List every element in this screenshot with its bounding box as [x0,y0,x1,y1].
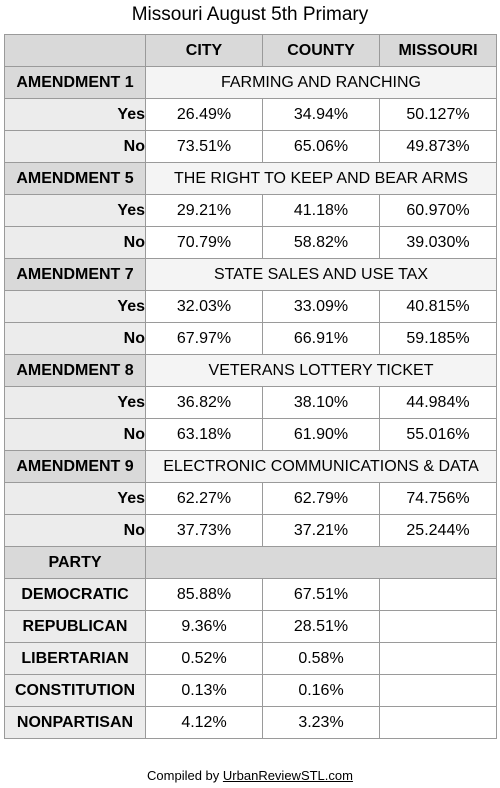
table-row [5,99,497,131]
table-row [5,291,497,323]
amendment-name: AMENDMENT 7 [5,259,146,291]
city-value: 70.79% [146,227,263,259]
column-header-city: CITY [146,35,263,67]
city-value: 26.49% [146,99,263,131]
footer-prefix: Compiled by [147,768,223,783]
source-link[interactable]: UrbanReviewSTL.com [222,768,353,783]
page-title: Missouri August 5th Primary [131,4,369,25]
table-row [5,611,497,643]
missouri-value: 59.185% [380,323,497,355]
vote-label: Yes [5,99,146,131]
table-row [5,323,497,355]
city-value: 9.36% [146,611,263,643]
party-label: REPUBLICAN [5,611,146,643]
table-row [5,227,497,259]
amendment-description: VETERANS LOTTERY TICKET [146,355,497,387]
amendment-name: AMENDMENT 8 [5,355,146,387]
vote-label: No [5,515,146,547]
party-label: LIBERTARIAN [5,643,146,675]
vote-label: Yes [5,291,146,323]
party-header-blank [146,547,497,579]
party-label: DEMOCRATIC [5,579,146,611]
city-value: 32.03% [146,291,263,323]
missouri-value [380,611,497,643]
city-value: 63.18% [146,419,263,451]
county-value: 37.21% [263,515,380,547]
missouri-value [380,707,497,739]
amendment-header-row [5,259,497,291]
city-value: 29.21% [146,195,263,227]
table-row [5,579,497,611]
missouri-value: 50.127% [380,99,497,131]
city-value: 36.82% [146,387,263,419]
table-row [5,419,497,451]
missouri-value [380,643,497,675]
table-row [5,515,497,547]
party-header-row [5,547,497,579]
party-header: PARTY [5,547,146,579]
results-table [4,34,497,739]
county-value: 58.82% [263,227,380,259]
missouri-value: 60.970% [380,195,497,227]
missouri-value: 25.244% [380,515,497,547]
county-value: 41.18% [263,195,380,227]
amendment-description: THE RIGHT TO KEEP AND BEAR ARMS [146,163,497,195]
missouri-value: 74.756% [380,483,497,515]
county-value: 28.51% [263,611,380,643]
amendment-name: AMENDMENT 5 [5,163,146,195]
vote-label: No [5,323,146,355]
missouri-value: 39.030% [380,227,497,259]
vote-label: Yes [5,483,146,515]
missouri-value [380,675,497,707]
county-value: 34.94% [263,99,380,131]
city-value: 4.12% [146,707,263,739]
county-value: 0.16% [263,675,380,707]
city-value: 37.73% [146,515,263,547]
county-value: 61.90% [263,419,380,451]
vote-label: Yes [5,195,146,227]
amendment-description: FARMING AND RANCHING [146,67,497,99]
amendment-header-row [5,451,497,483]
vote-label: No [5,227,146,259]
missouri-value: 40.815% [380,291,497,323]
footer-credit [0,766,500,786]
city-value: 62.27% [146,483,263,515]
county-value: 33.09% [263,291,380,323]
column-header-county: COUNTY [263,35,380,67]
vote-label: No [5,419,146,451]
county-value: 65.06% [263,131,380,163]
city-value: 73.51% [146,131,263,163]
amendment-description: STATE SALES AND USE TAX [146,259,497,291]
missouri-value [380,579,497,611]
amendment-header-row [5,67,497,99]
amendment-header-row [5,163,497,195]
table-row [5,643,497,675]
county-value: 38.10% [263,387,380,419]
county-value: 62.79% [263,483,380,515]
city-value: 0.13% [146,675,263,707]
table-row [5,483,497,515]
table-row [5,707,497,739]
amendment-name: AMENDMENT 9 [5,451,146,483]
missouri-value: 55.016% [380,419,497,451]
amendment-description: ELECTRONIC COMMUNICATIONS & DATA [146,451,497,483]
city-value: 0.52% [146,643,263,675]
party-label: NONPARTISAN [5,707,146,739]
column-header-row [5,35,497,67]
vote-label: No [5,131,146,163]
column-header-blank [5,35,146,67]
county-value: 66.91% [263,323,380,355]
missouri-value: 49.873% [380,131,497,163]
amendment-name: AMENDMENT 1 [5,67,146,99]
party-label: CONSTITUTION [5,675,146,707]
county-value: 0.58% [263,643,380,675]
table-row [5,195,497,227]
table-row [5,131,497,163]
table-row [5,387,497,419]
county-value: 67.51% [263,579,380,611]
city-value: 67.97% [146,323,263,355]
column-header-missouri: MISSOURI [380,35,497,67]
missouri-value: 44.984% [380,387,497,419]
table-row [5,675,497,707]
city-value: 85.88% [146,579,263,611]
amendment-header-row [5,355,497,387]
county-value: 3.23% [263,707,380,739]
vote-label: Yes [5,387,146,419]
